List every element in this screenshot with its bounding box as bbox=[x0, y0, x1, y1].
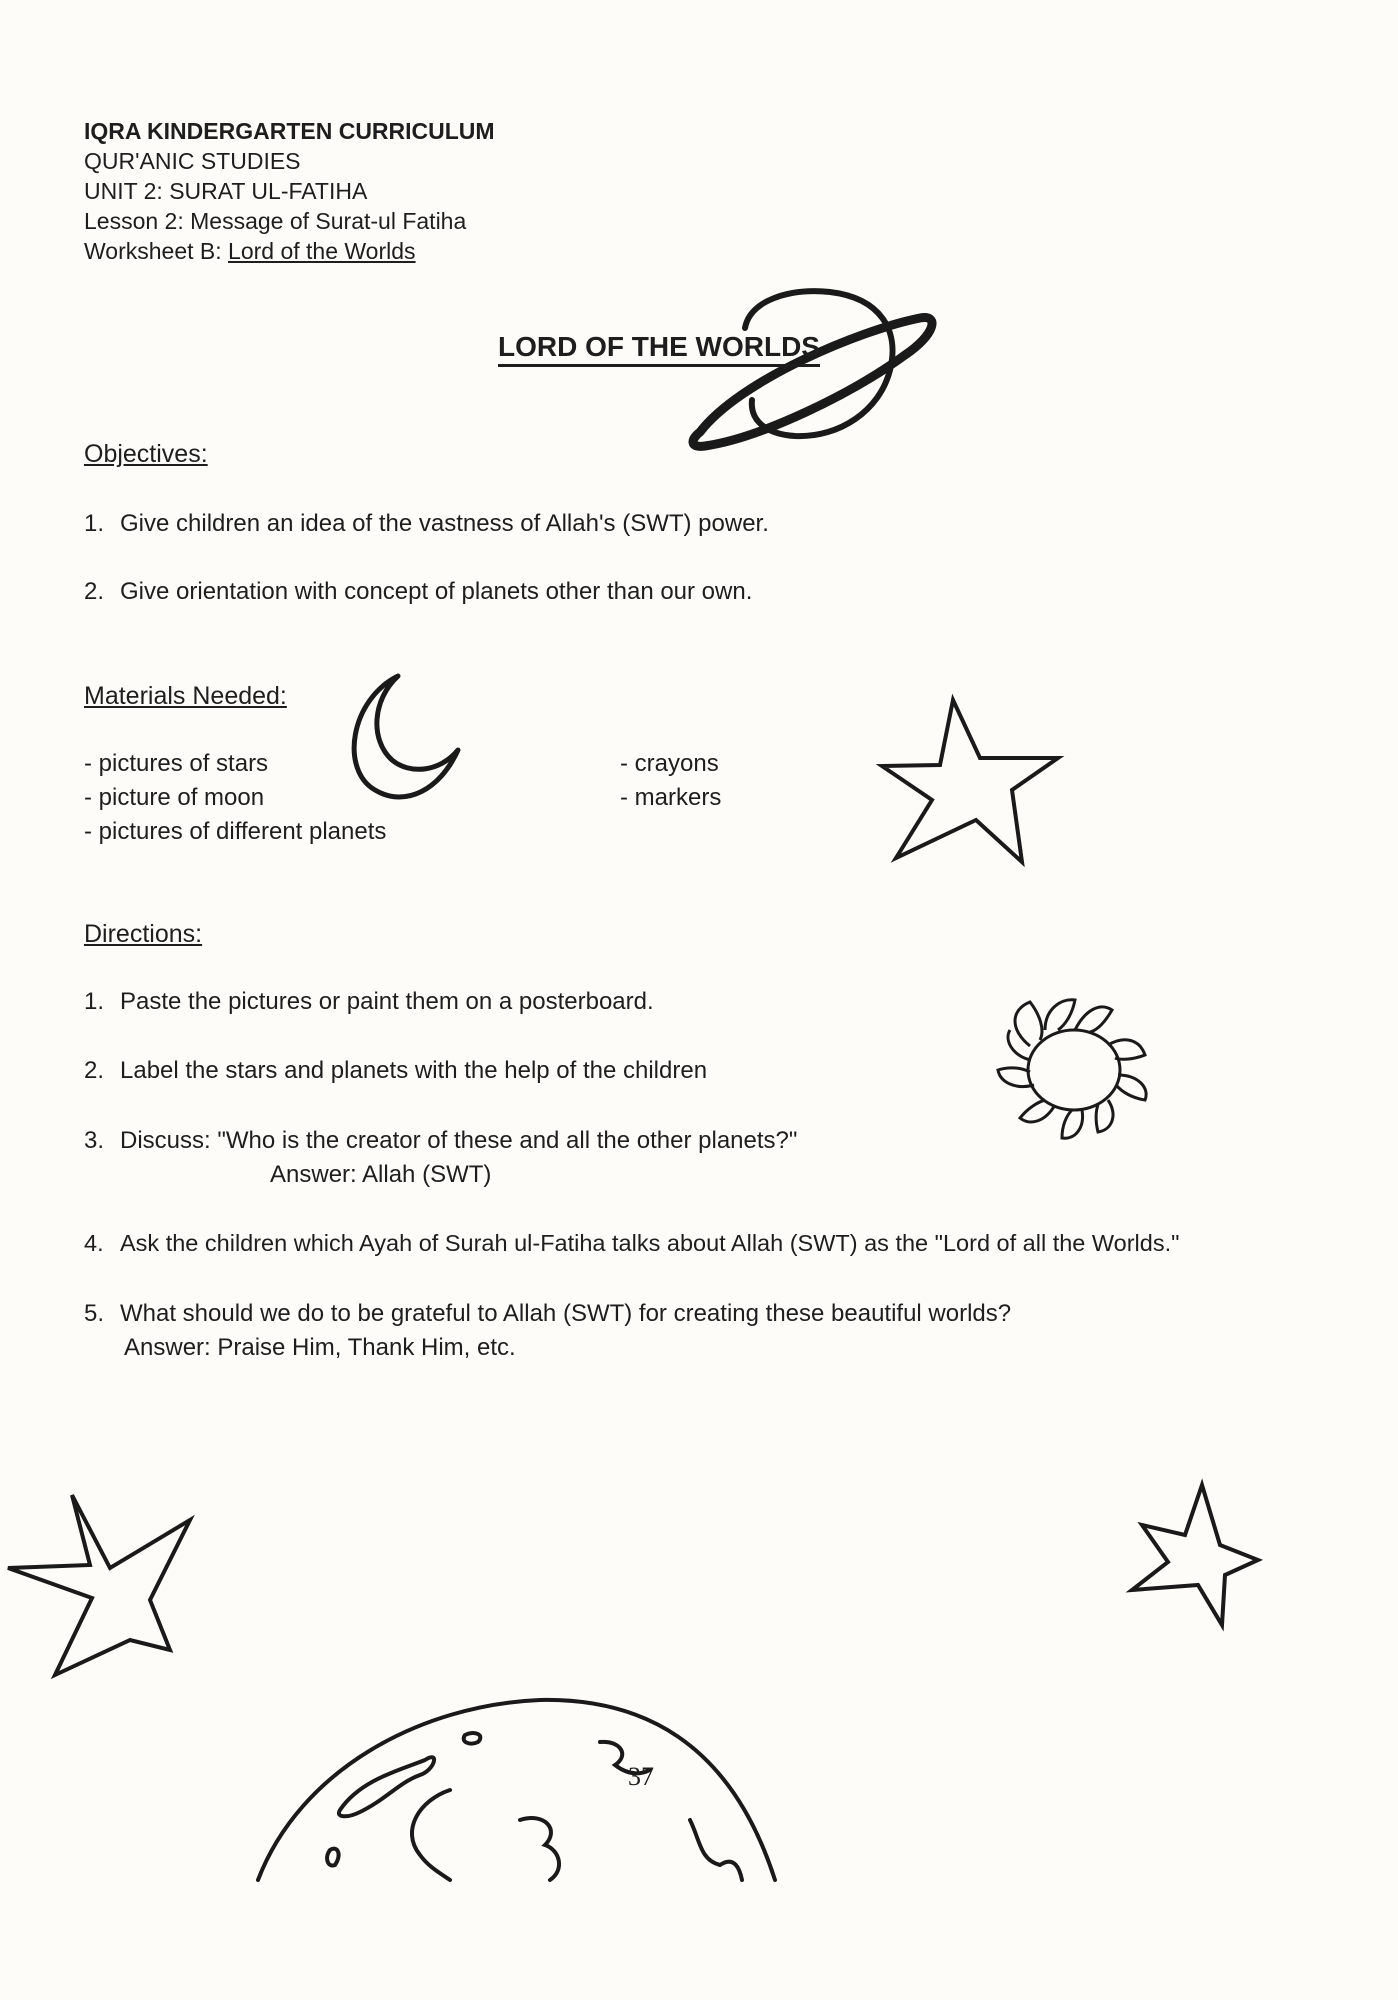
worksheet-title: Lord of the Worlds bbox=[228, 238, 416, 264]
objective-item: 1. Give children an idea of the vastness of Allah's (SWT) power. bbox=[84, 510, 769, 537]
directions-heading: Directions: bbox=[84, 920, 203, 948]
objectives-heading: Objectives: bbox=[84, 440, 208, 468]
direction-item: 1. Paste the pictures or paint them on a posterboard. bbox=[84, 988, 654, 1015]
material-item: - crayons bbox=[620, 750, 719, 777]
star-drawing bbox=[1132, 1485, 1258, 1625]
star-drawing bbox=[882, 700, 1058, 862]
direction-answer: Answer: Allah (SWT) bbox=[270, 1161, 492, 1188]
subject-line: QUR'ANIC STUDIES bbox=[84, 148, 301, 174]
page-number: 37 bbox=[628, 1762, 654, 1791]
materials-heading: Materials Needed: bbox=[84, 682, 287, 710]
direction-item: 5. What should we do to be grateful to Allah (SWT) for creating these beautiful worlds? bbox=[84, 1300, 1012, 1327]
objective-item: 2. Give orientation with concept of planets other than our own. bbox=[84, 578, 753, 605]
page-title: LORD OF THE WORLDS bbox=[498, 330, 820, 367]
curriculum-header bbox=[84, 116, 495, 266]
direction-answer: Answer: Praise Him, Thank Him, etc. bbox=[124, 1334, 516, 1361]
worksheet-line bbox=[84, 236, 495, 266]
direction-item: 2. Label the stars and planets with the help of the children bbox=[84, 1057, 708, 1084]
material-item: - pictures of stars bbox=[84, 750, 269, 777]
material-item: - picture of moon bbox=[84, 784, 265, 811]
earth-drawing bbox=[258, 1700, 775, 1880]
moon-drawing bbox=[354, 676, 458, 797]
direction-item: 4. Ask the children which Ayah of Surah ul-Fatiha talks about Allah (SWT) as the "Lord of all the Worlds." bbox=[84, 1230, 1180, 1256]
curriculum-name: IQRA KINDERGARTEN CURRICULUM bbox=[84, 118, 495, 144]
star-drawing bbox=[8, 1495, 190, 1675]
material-item: - markers bbox=[620, 784, 722, 811]
lesson-line: Lesson 2: Message of Surat-ul Fatiha bbox=[84, 208, 467, 234]
direction-item: 3. Discuss: "Who is the creator of these and all the other planets?" bbox=[84, 1127, 798, 1154]
material-item: - pictures of different planets bbox=[84, 818, 387, 845]
unit-line: UNIT 2: SURAT UL-FATIHA bbox=[84, 178, 368, 204]
worksheet-prefix: Worksheet B: bbox=[84, 238, 222, 264]
sun-drawing bbox=[998, 1000, 1146, 1138]
planet-ring-drawing bbox=[693, 291, 932, 446]
